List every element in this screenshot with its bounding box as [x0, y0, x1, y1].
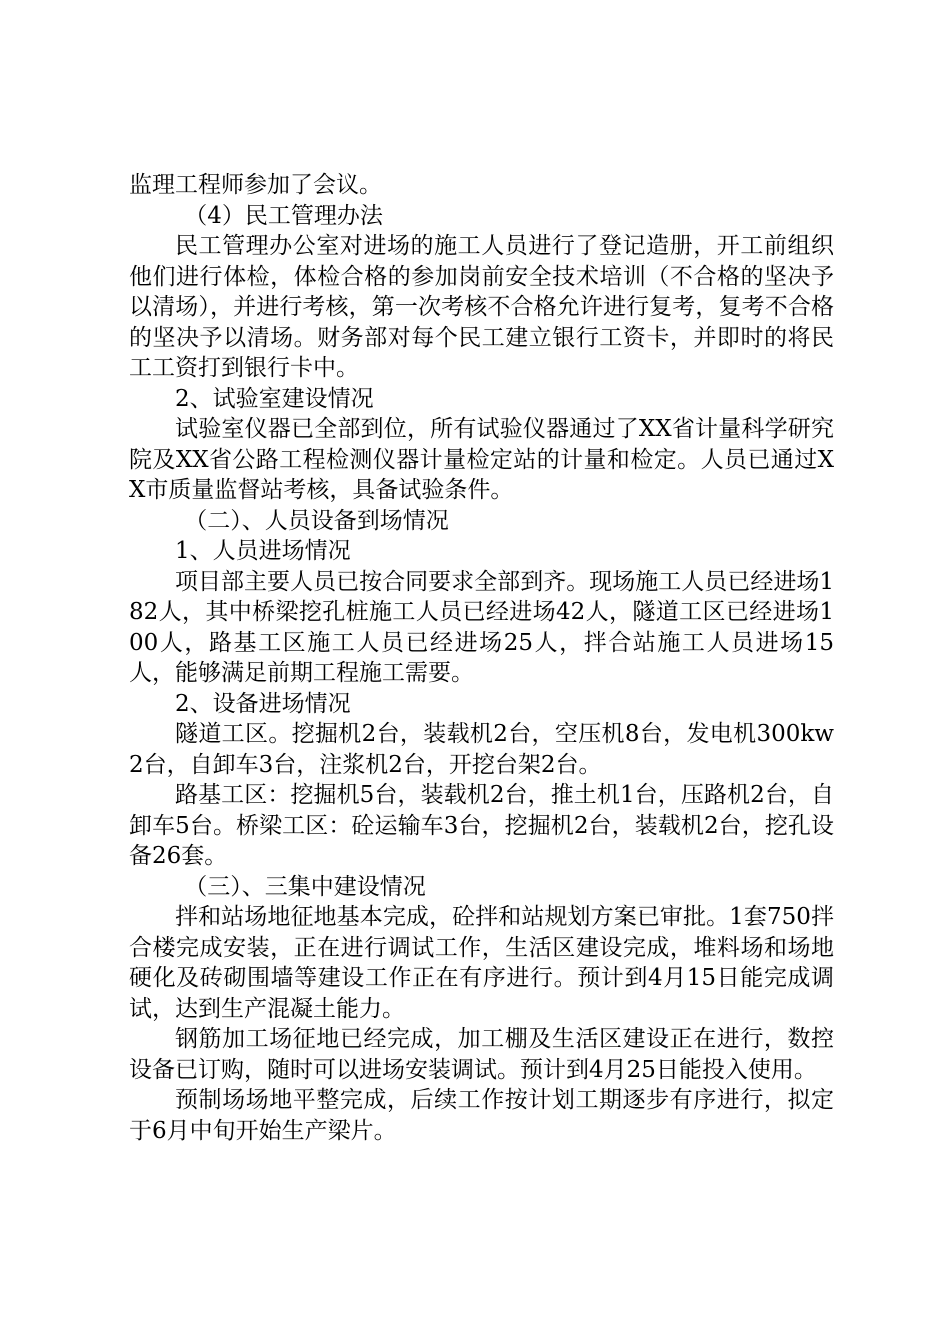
paragraph-tunnel-equipment: 隧道工区。挖掘机2台，装载机2台，空压机8台，发电机300kw2台，自卸车3台，注浆机2台，开挖台架2台。 — [129, 721, 834, 778]
heading-personnel-arrival: 1、人员进场情况 — [175, 538, 351, 564]
paragraph-personnel-arrival: 项目部主要人员已按合同要求全部到齐。现场施工人员已经进场182人，其中桥梁挖孔桩施工人员已经进场42人，隧道工区已经进场100人，路基工区施工人员已经进场25人，拌合站施工人员进场15人，能够满足前期工程施工需要。 — [129, 568, 834, 686]
paragraph-migrant-worker-management: 民工管理办公室对进场的施工人员进行了登记造册，开工前组织他们进行体检，体检合格的参加岗前安全技术培训（不合格的坚决予以清场），并进行考核，第一次考核不合格允许进行复考，复考不合格的坚决予以清场。财务部对每个民工建立银行工资卡，并即时的将民工工资打到银行卡中。 — [129, 233, 834, 381]
heading-equipment-arrival: 2、设备进场情况 — [175, 690, 351, 717]
paragraph-lab-construction: 试验室仪器已全部到位，所有试验仪器通过了XX省计量科学研究院及XX省公路工程检测仪器计量检定站的计量和检定。人员已通过XX市质量监督站考核，具备试验条件。 — [129, 416, 834, 503]
paragraph-continuation: 监理工程师参加了会议。 — [129, 172, 382, 198]
section-heading-three-centralized: （三）、三集中建设情况 — [184, 873, 426, 900]
paragraph-rebar-yard: 钢筋加工场征地已经完成，加工棚及生活区建设正在进行，数控设备已订购，随时可以进场安装调试。预计到4月25日能投入使用。 — [129, 1026, 834, 1083]
heading-lab-construction: 2、试验室建设情况 — [175, 385, 374, 412]
section-heading-personnel-equipment: （二）、人员设备到场情况 — [184, 507, 449, 534]
document-body — [129, 170, 834, 1146]
subsection-heading-migrant-worker-management: （4）民工管理办法 — [184, 202, 383, 229]
paragraph-precast-yard: 预制场场地平整完成，后续工作按计划工期逐步有序进行，拟定于6月中旬开始生产梁片。 — [129, 1087, 834, 1144]
paragraph-mixing-station: 拌和站场地征地基本完成，砼拌和站规划方案已审批。1套750拌合楼完成安装，正在进行调试工作，生活区建设完成，堆料场和场地硬化及砖砌围墙等建设工作正在有序进行。预计到4月15日能完成调试，达到生产混凝土能力。 — [129, 904, 834, 1022]
paragraph-roadbed-bridge-equipment: 路基工区：挖掘机5台，装载机2台，推土机1台，压路机2台，自卸车5台。桥梁工区：砼运输车3台，挖掘机2台，装载机2台，挖孔设备26套。 — [129, 782, 834, 869]
